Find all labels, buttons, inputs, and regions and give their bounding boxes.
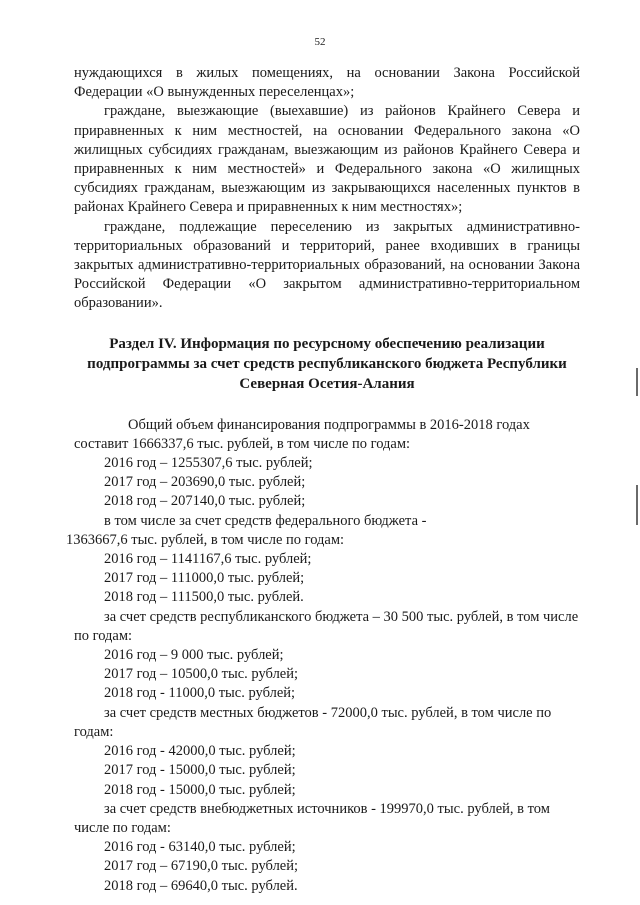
financing-federal-year: 2016 год – 1141167,6 тыс. рублей; xyxy=(104,551,312,568)
financing-local-year: 2018 год - 15000,0 тыс. рублей; xyxy=(104,781,296,798)
financing-republic-year: 2016 год – 9 000 тыс. рублей; xyxy=(104,647,284,664)
financing-republic: за счет средств республиканского бюджета – 30 500 тыс. рублей, в том числе по годам: xyxy=(74,608,579,644)
scan-artifact-mark xyxy=(636,485,638,525)
paragraph-closed-territories: граждане, подлежащие переселению из закрытых административно-территориальных образований и территорий, ранее входивших в границы закрытых административно-территориальных образований, на основании Закона Российской Федерации «О закрытом административно-территориальном образовании». xyxy=(74,218,580,312)
financing-local-year: 2017 год - 15000,0 тыс. рублей; xyxy=(104,762,296,779)
financing-extrabudgetary-year: 2017 год – 67190,0 тыс. рублей; xyxy=(104,858,299,875)
paragraph-continuation: нуждающихся в жилых помещениях, на основании Закона Российской Федерации «О вынужденных переселенцах»; xyxy=(74,65,580,101)
financing-local-year: 2016 год - 42000,0 тыс. рублей; xyxy=(104,743,296,760)
financing-total-year: 2017 год – 203690,0 тыс. рублей; xyxy=(104,474,306,491)
financing-total-line2: составит 1666337,6 тыс. рублей, в том числе по годам: xyxy=(74,435,411,452)
paragraph-north-citizens: граждане, выезжающие (выехавшие) из районов Крайнего Севера и приравненных к ним местностей, на основании Федерального закона «О жилищных субсидиях гражданам, выезжающим из районов Крайнего Севера и приравненных к ним местностей» и Федерального закона «О жилищных субсидиях гражданам, выезжающим из закрывающихся населенных пунктов в районах Крайнего Севера и приравненных к ним местностях»; xyxy=(74,103,580,216)
financing-extrabudgetary-year: 2018 год – 69640,0 тыс. рублей. xyxy=(104,877,298,894)
financing-total-line1: Общий объем финансирования подпрограммы в 2016-2018 годах xyxy=(128,416,530,433)
financing-federal-line2: 1363667,6 тыс. рублей, в том числе по годам: xyxy=(66,531,345,548)
page-number: 52 xyxy=(314,36,326,48)
financing-republic-year: 2017 год – 10500,0 тыс. рублей; xyxy=(104,666,299,683)
financing-block xyxy=(66,416,580,896)
financing-republic-year: 2018 год - 11000,0 тыс. рублей; xyxy=(104,685,296,702)
financing-extrabudgetary: за счет средств внебюджетных источников - 199970,0 тыс. рублей, в том числе по годам: xyxy=(74,800,550,836)
financing-extrabudgetary-year: 2016 год - 63140,0 тыс. рублей; xyxy=(104,839,296,856)
section-heading: Раздел IV. Информация по ресурсному обеспечению реализации подпрограммы за счет средств республиканского бюджета Республики Северная Осетия-Алания xyxy=(87,335,567,392)
financing-federal-year: 2018 год – 111500,0 тыс. рублей. xyxy=(104,589,304,606)
financing-federal-line1: в том числе за счет средств федерального бюджета - xyxy=(104,512,427,529)
document-body xyxy=(66,64,580,896)
financing-federal-year: 2017 год – 111000,0 тыс. рублей; xyxy=(104,570,305,587)
financing-total-year: 2016 год – 1255307,6 тыс. рублей; xyxy=(104,455,313,472)
financing-total-year: 2018 год – 207140,0 тыс. рублей; xyxy=(104,493,306,510)
scan-artifact-mark xyxy=(636,368,638,396)
financing-federal xyxy=(66,512,580,550)
financing-local: за счет средств местных бюджетов - 72000,0 тыс. рублей, в том числе по годам: xyxy=(74,704,552,740)
